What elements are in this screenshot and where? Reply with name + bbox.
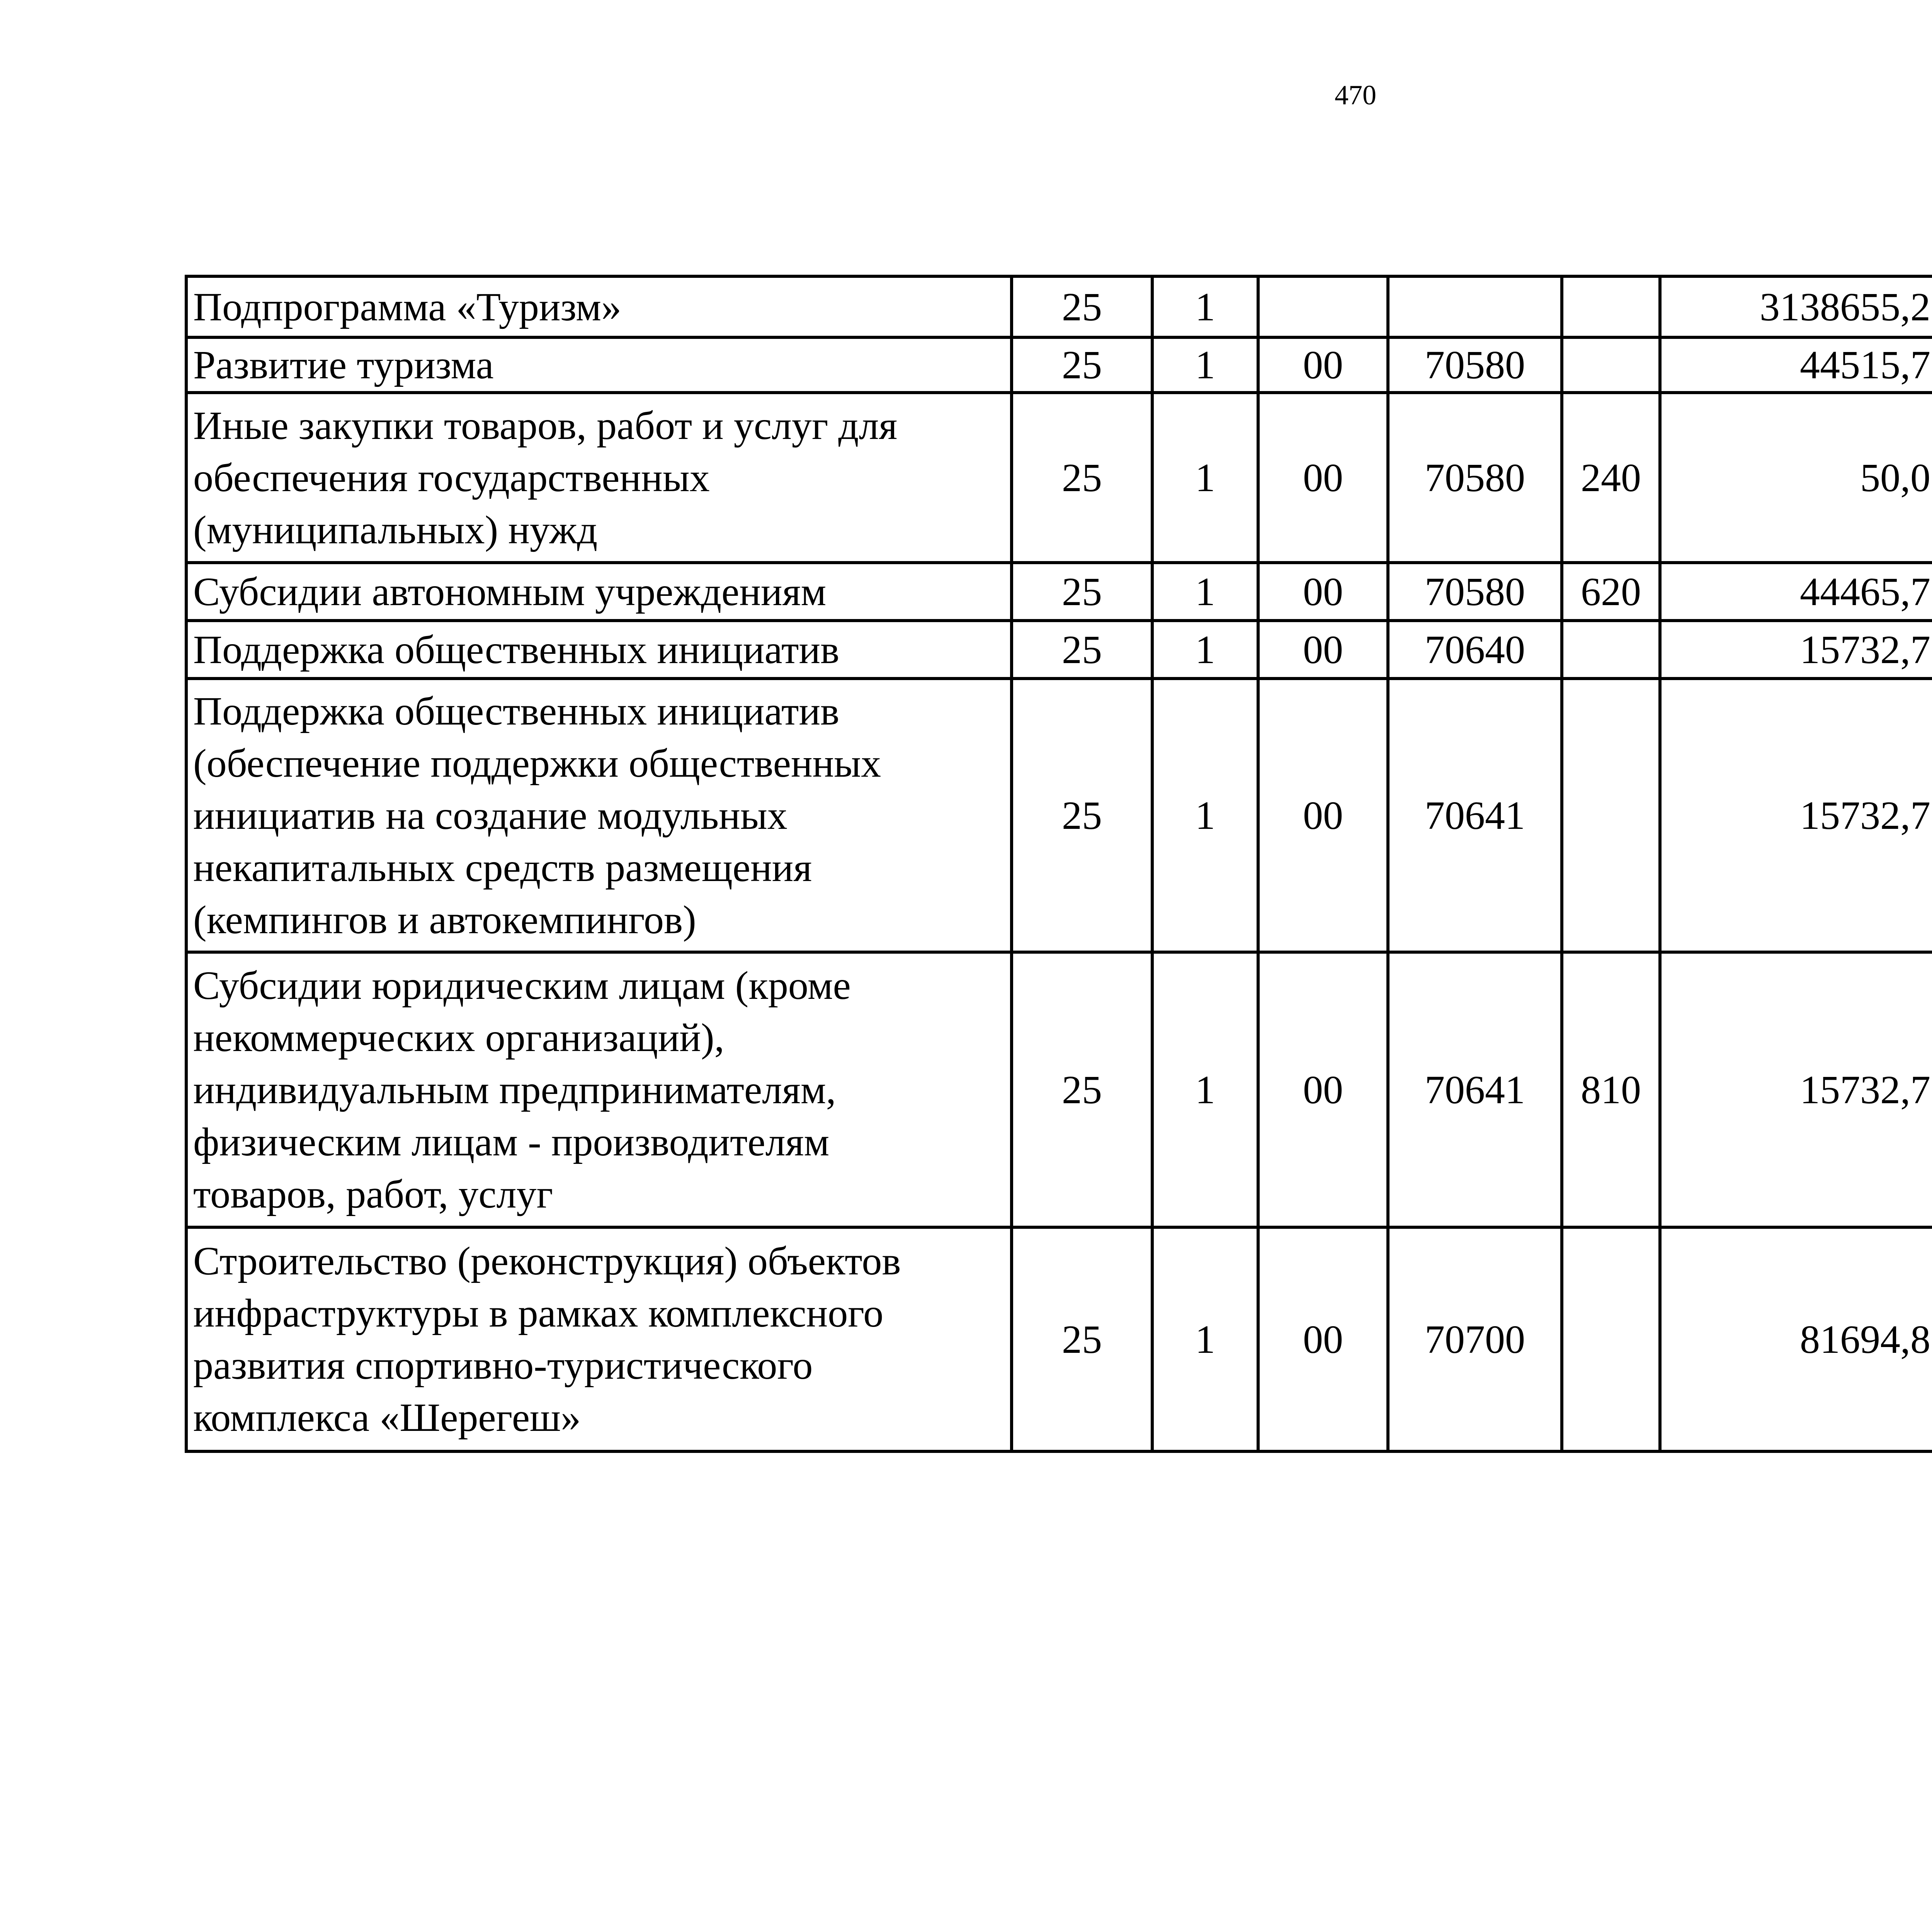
expense-code-cell: [1388, 276, 1562, 337]
item-name-line: (кемпингов и автокемпингов): [193, 897, 696, 942]
subprogram-code-cell: 1: [1152, 563, 1258, 621]
budget-table: [185, 275, 1932, 1453]
amount-year1-cell: 50,0: [1660, 393, 1932, 563]
table-row: [186, 563, 1932, 621]
item-name-line: развития спортивно-туристического: [193, 1343, 813, 1388]
table-row: [186, 1227, 1932, 1451]
program-code-cell: 25: [1012, 337, 1152, 393]
direction-code-cell: 00: [1258, 337, 1388, 393]
item-name-line: Поддержка общественных инициатив: [193, 689, 840, 733]
expense-code-cell: 70641: [1388, 679, 1562, 952]
amount-year1-cell: 44465,7: [1660, 563, 1932, 621]
table-row: [186, 393, 1932, 563]
expense-code-cell: 70580: [1388, 393, 1562, 563]
expense-type-cell: [1562, 337, 1660, 393]
direction-code-cell: 00: [1258, 1227, 1388, 1451]
item-name-cell: [186, 393, 1012, 563]
item-name-line: некапитальных средств размещения: [193, 845, 812, 890]
program-code-cell: 25: [1012, 1227, 1152, 1451]
subprogram-code-cell: 1: [1152, 621, 1258, 679]
subprogram-code-cell: 1: [1152, 393, 1258, 563]
expense-type-cell: 810: [1562, 952, 1660, 1227]
expense-type-cell: 240: [1562, 393, 1660, 563]
expense-type-cell: [1562, 1227, 1660, 1451]
item-name-cell: [186, 563, 1012, 621]
item-name-line: инициатив на создание модульных: [193, 793, 787, 838]
item-name-line: Поддержка общественных инициатив: [193, 627, 840, 672]
item-name-line: Иные закупки товаров, работ и услуг для: [193, 403, 898, 448]
expense-type-cell: 620: [1562, 563, 1660, 621]
program-code-cell: 25: [1012, 679, 1152, 952]
amount-year1-cell: 81694,8: [1660, 1227, 1932, 1451]
item-name-line: (муниципальных) нужд: [193, 507, 598, 552]
direction-code-cell: 00: [1258, 393, 1388, 563]
expense-code-cell: 70580: [1388, 337, 1562, 393]
expense-code-cell: 70700: [1388, 1227, 1562, 1451]
program-code-cell: 25: [1012, 393, 1152, 563]
item-name-cell: [186, 952, 1012, 1227]
expense-type-cell: [1562, 679, 1660, 952]
item-name-line: некоммерческих организаций),: [193, 1015, 724, 1060]
amount-year1-cell: 44515,7: [1660, 337, 1932, 393]
item-name-line: (обеспечение поддержки общественных: [193, 741, 881, 786]
expense-code-cell: 70580: [1388, 563, 1562, 621]
item-name-line: товаров, работ, услуг: [193, 1172, 553, 1216]
item-name-line: индивидуальным предпринимателям,: [193, 1067, 836, 1112]
subprogram-code-cell: 1: [1152, 276, 1258, 337]
table-row: [186, 952, 1932, 1227]
item-name-cell: [186, 1227, 1012, 1451]
table-row: [186, 276, 1932, 337]
item-name-line: Субсидии юридическим лицам (кроме: [193, 963, 851, 1008]
item-name-line: комплекса «Шерегеш»: [193, 1395, 581, 1440]
amount-year1-cell: 15732,7: [1660, 679, 1932, 952]
item-name-line: Подпрограмма «Туризм»: [193, 284, 621, 329]
item-name-cell: [186, 679, 1012, 952]
expense-code-cell: 70640: [1388, 621, 1562, 679]
direction-code-cell: 00: [1258, 563, 1388, 621]
expense-type-cell: [1562, 621, 1660, 679]
direction-code-cell: 00: [1258, 952, 1388, 1227]
subprogram-code-cell: 1: [1152, 952, 1258, 1227]
subprogram-code-cell: 1: [1152, 337, 1258, 393]
subprogram-code-cell: 1: [1152, 679, 1258, 952]
amount-year1-cell: 15732,7: [1660, 952, 1932, 1227]
expense-type-cell: [1562, 276, 1660, 337]
table-row: [186, 621, 1932, 679]
program-code-cell: 25: [1012, 276, 1152, 337]
page-number: 470: [1335, 80, 1376, 111]
table-row: [186, 337, 1932, 393]
subprogram-code-cell: 1: [1152, 1227, 1258, 1451]
direction-code-cell: 00: [1258, 679, 1388, 952]
item-name-cell: [186, 337, 1012, 393]
expense-code-cell: 70641: [1388, 952, 1562, 1227]
item-name-line: Субсидии автономным учреждениям: [193, 569, 827, 614]
direction-code-cell: 00: [1258, 621, 1388, 679]
direction-code-cell: [1258, 276, 1388, 337]
program-code-cell: 25: [1012, 621, 1152, 679]
item-name-line: инфраструктуры в рамках комплексного: [193, 1291, 884, 1335]
program-code-cell: 25: [1012, 952, 1152, 1227]
amount-year1-cell: 15732,7: [1660, 621, 1932, 679]
item-name-line: Строительство (реконструкция) объектов: [193, 1239, 901, 1283]
item-name-line: обеспечения государственных: [193, 455, 710, 500]
item-name-cell: [186, 276, 1012, 337]
item-name-line: Развитие туризма: [193, 343, 494, 387]
item-name-cell: [186, 621, 1012, 679]
program-code-cell: 25: [1012, 563, 1152, 621]
amount-year1-cell: 3138655,2: [1660, 276, 1932, 337]
table-row: [186, 679, 1932, 952]
item-name-line: физическим лицам - производителям: [193, 1119, 830, 1164]
